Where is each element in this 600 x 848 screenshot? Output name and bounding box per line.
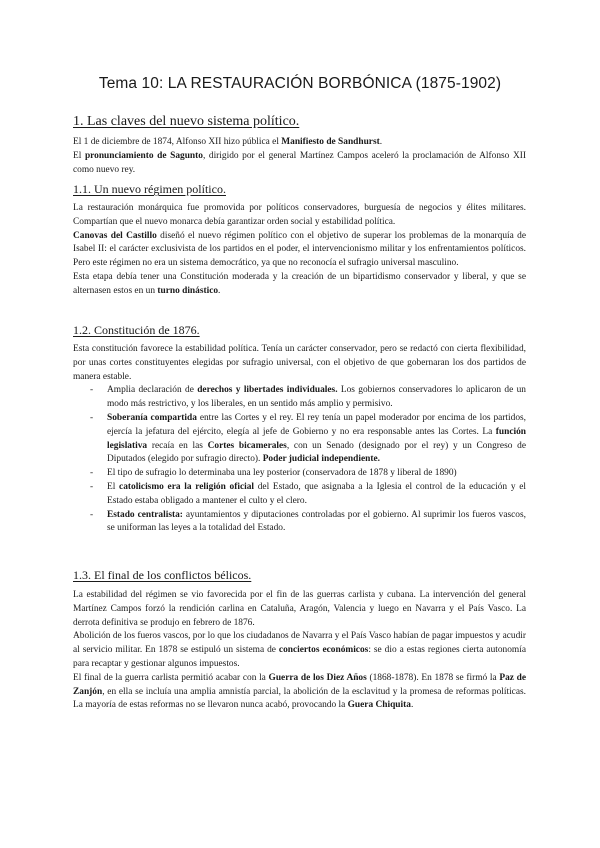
list-item: - El catolicismo era la religión oficial del Estado, que asignaba a la Iglesia el control de la educación y el Estado estaba obligado a mantener el culto y el clero. [73, 481, 526, 509]
section-1-2-paragraph-1: Esta constitución favorece la estabilidad política. Tenía un carácter conservador, pero se redactó con cierta flexibilidad, por unas cortes constituyentes elegidas por sufragio universal, con el objetivo de que gobernaran los dos partidos de manera estable. [73, 344, 526, 382]
list-item: - Amplia declaración de derechos y libertades individuales. Los gobiernos conservadores lo aplicaron de un modo más restrictivo, y los liberales, en un sentido más amplio y permisivo. [73, 384, 526, 412]
document-title: Tema 10: LA RESTAURACIÓN BORBÓNICA (1875-1902) [98, 75, 502, 92]
section-1-paragraph-2: El pronunciamiento de Sagunto, dirigido por el general Martínez Campos aceleró la proclamación de Alfonso XII como nuevo rey. [73, 150, 526, 175]
section-1-3-paragraph-3: El final de la guerra carlista permitió acabar con la Guerra de los Diez Años (1868-1878). En 1878 se firmó la Paz de Zanjón, en ella se incluía una amplia amnistía parcial, la abolición de la esclavitud y la promesa de reformas políticas. La mayoría de estas reformas no se llevaron nunca acabó, provocando la Guera Chiquita. [73, 672, 527, 711]
list-item: - El tipo de sufragio lo determinaba una ley posterior (conservadora de 1878 y liberal de 1890) [73, 467, 526, 481]
section-1-1-paragraph-2: Canovas del Castillo diseñó el nuevo régimen político con el objetivo de superar los problemas de la monarquía de Isabel II: el carácter exclusivista de los partidos en el poder, el intervencionismo militar y los enfrentamientos políticos. Pero este régimen no era un sistema democrático, ya que no reconocía el sufragio universal masculino. [73, 230, 527, 269]
section-1-1-paragraph-3: Esta etapa debía tener una Constitución moderada y la creación de un bipartidismo conservador y liberal, y que se alternasen estos en un turno dinástico. [73, 271, 526, 296]
section-1-2-heading: 1.2. Constitución de 1876. [73, 323, 200, 337]
section-1-1-heading: 1.1. Un nuevo régimen político. [73, 182, 226, 196]
section-1-3-paragraph-2: Abolición de los fueros vascos, por lo que los ciudadanos de Navarra y el País Vasco habían de pagar impuestos y acudir al servicio militar. En 1878 se estipuló un sistema de conciertos económicos: se dio a estas regiones cierta autonomía para recaptar y gestionar algunos impuestos. [73, 631, 526, 669]
section-1-2-list [73, 384, 526, 536]
section-1-1 [73, 182, 526, 299]
section-1-3-paragraph-1: La estabilidad del régimen se vio favorecida por el fin de las guerras carlista y cubana. La intervención del general Martínez Campos forzó la rendición carlina en Cataluña, Aragón, Valencia y luego en Navarra y el País Vasco. La derrota definitiva se produjo en febrero de 1876. [73, 590, 526, 628]
section-1-3-heading: 1.3. El final de los conflictos bélicos. [73, 568, 252, 582]
list-item: - Estado centralista: ayuntamientos y diputaciones controladas por el gobierno. Al suprimir los fueros vascos, se uniforman las leyes a la totalidad del Estado. [73, 509, 526, 537]
section-1-paragraph-1: El 1 de diciembre de 1874, Alfonso XII hizo pública el Manifiesto de Sandhurst. [73, 137, 383, 147]
section-1-1-paragraph-1: La restauración monárquica fue promovida por políticos conservadores, burguesía de negocios y élites militares. Compartían que el nuevo monarca debía garantizar orden social y estabilidad política. [73, 203, 526, 227]
section-1 [73, 114, 526, 177]
section-1-2 [73, 323, 526, 536]
section-1-heading: 1. Las claves del nuevo sistema político. [73, 114, 300, 129]
section-1-3 [73, 568, 526, 713]
list-item: - Soberanía compartida entre las Cortes y el rey. El rey tenía un papel moderador por encima de los partidos, ejercía la jefatura del ejército, elegía al jefe de Gobierno y no era responsable antes las Cortes. La función legislativa recaía en las Cortes bicamerales, con un Senado (designado por el rey) y un Congreso de Diputados (elegido por sufragio directo). Poder judicial independiente. [73, 412, 526, 467]
